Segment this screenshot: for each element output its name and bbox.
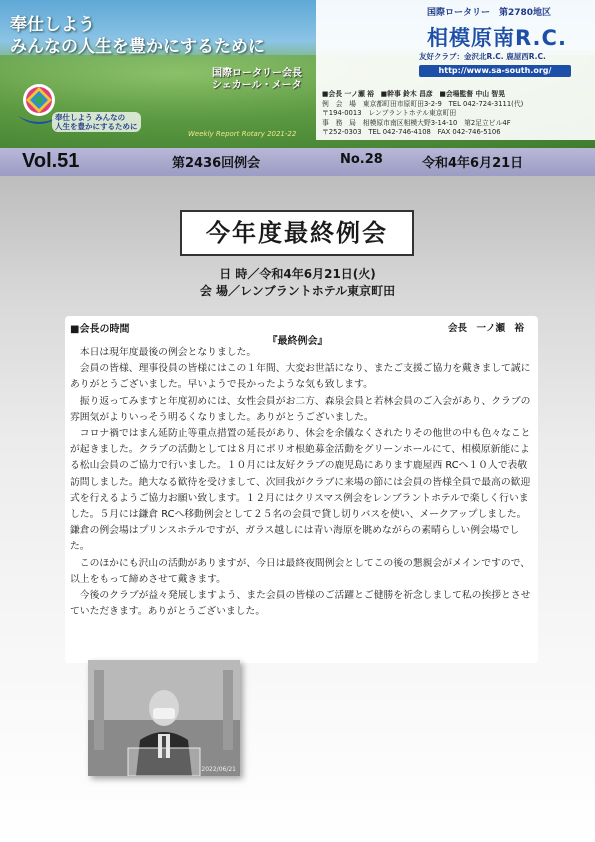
office-address: 事 務 局 相模原市南区相模大野3-14-10 第2足立ビル4F <box>322 119 511 127</box>
section-heading: ■会長の時間 <box>70 324 130 335</box>
ri-president-label: 国際ロータリー会長 <box>212 68 302 79</box>
photo-timestamp: 2022/06/21 <box>201 766 236 773</box>
speech-paragraph: コロナ禍ではまん延防止等重点措置の延長があり、休会を余儀なくされたりその他世の中も色々なことが起きました。クラブの活動としては８月にポリオ根絶募金活動をグリーンホールにて、相模原新能による松山会員のご協力で行いました。１０月には友好クラブの鹿児島にあります鹿屋西 RCへ１０人で表敬訪問しました。絶大なる歓待を受けまして、次回我がクラブに来場の節には会員の皆様全員で最高の歓迎式を行えるようご協力お願い致します。１２月にはクリスマス例会をレンブラントホテルで楽しく行いました。５月には鎌倉 RCへ移動例会として２５名の会員で貸し切りバスを使い、メークアップしました。鎌倉の例会場はプリンスホテルですが、ガラス越しには青い海原を眺めながらの素晴らしい例会場でした。 <box>70 428 531 553</box>
slogan-line-1: 奉仕しよう <box>10 15 95 35</box>
page-title: 今年度最終例会 <box>180 210 414 256</box>
speech-paragraph: 今後のクラブが益々発展しますよう、また会員の皆様のご活躍とご健勝を祈念しまして私の挨拶とさせていただきます。ありがとうございました。 <box>70 590 531 618</box>
venue-name: 〒194-0013 レンブラントホテル東京町田 <box>322 109 457 117</box>
venue-address: 例 会 場 東京都町田市原町田3-2-9 TEL 042-724-3111(代) <box>322 100 524 108</box>
speech-body <box>70 345 532 620</box>
logo-caption-line-2: 人生を豊かにするために <box>55 122 138 131</box>
issue-bar <box>0 148 595 176</box>
ri-president-theme <box>212 68 302 92</box>
speech-paragraph: 本日は現年度最後の例会となりました。 <box>79 347 257 358</box>
issue-number: No.28 <box>340 152 383 167</box>
president-name: 会長 一ノ瀬 裕 <box>448 323 525 334</box>
officers-info <box>316 88 595 140</box>
office-contact: 〒252-0303 TEL 042-746-4108 FAX 042-746-5106 <box>322 128 501 136</box>
meeting-venue: 会 場／レンブラントホテル東京町田 <box>199 284 396 298</box>
sister-clubs: 友好クラブ：金沢北R.C. 鹿屋西R.C. <box>419 52 546 61</box>
meeting-number: 第2436回例会 <box>172 156 261 171</box>
speech-paragraph: 会員の皆様、理事役員の皆様にはこの１年間、大変お世話になり、またご支援ご協力を戴きまして誠にありがとうございました。早いようで長かったような気も致します。 <box>70 363 531 391</box>
club-name: 相模原南R.C. <box>427 26 567 50</box>
logo-caption-line-1: 奉仕しよう みんなの <box>55 113 126 122</box>
logo-caption <box>52 112 141 132</box>
president-photo <box>88 660 240 776</box>
officers-line: ■会長 一ノ瀬 裕 ■幹事 鈴木 昌彦 ■会場監督 中山 智晃 <box>322 90 505 98</box>
speech-paragraph: 振り返ってみますと年度初めには、女性会員がお二方、森泉会員と若林会員のご入会があり、クラブの雰囲気がよりいっそう明るくなりました。ありがとうございました。 <box>70 395 531 423</box>
meeting-datetime: 日 時／令和4年6月21日(火) <box>219 267 376 281</box>
slogan-line-2: みんなの人生を豊かにするために <box>10 37 265 57</box>
president-photo-image <box>88 660 240 776</box>
slogan <box>10 14 265 58</box>
district-label: 国際ロータリー 第2780地区 <box>427 8 552 18</box>
club-url-link[interactable]: http://www.sa-south.org/ <box>419 65 571 77</box>
speech-title: 『最終例会』 <box>267 336 328 347</box>
weekly-report-label: Weekly Report Rotary 2021-22 <box>188 130 297 138</box>
issue-date: 令和4年6月21日 <box>422 156 524 171</box>
volume-number: Vol.51 <box>22 150 80 172</box>
speech-paragraph: このほかにも沢山の活動がありますが、今日は最終夜間例会としてこの後の懇親会がメインですので、以上をもって締めさせて戴きます。 <box>70 557 531 585</box>
ri-president-name: シェカール・メータ <box>212 80 302 91</box>
